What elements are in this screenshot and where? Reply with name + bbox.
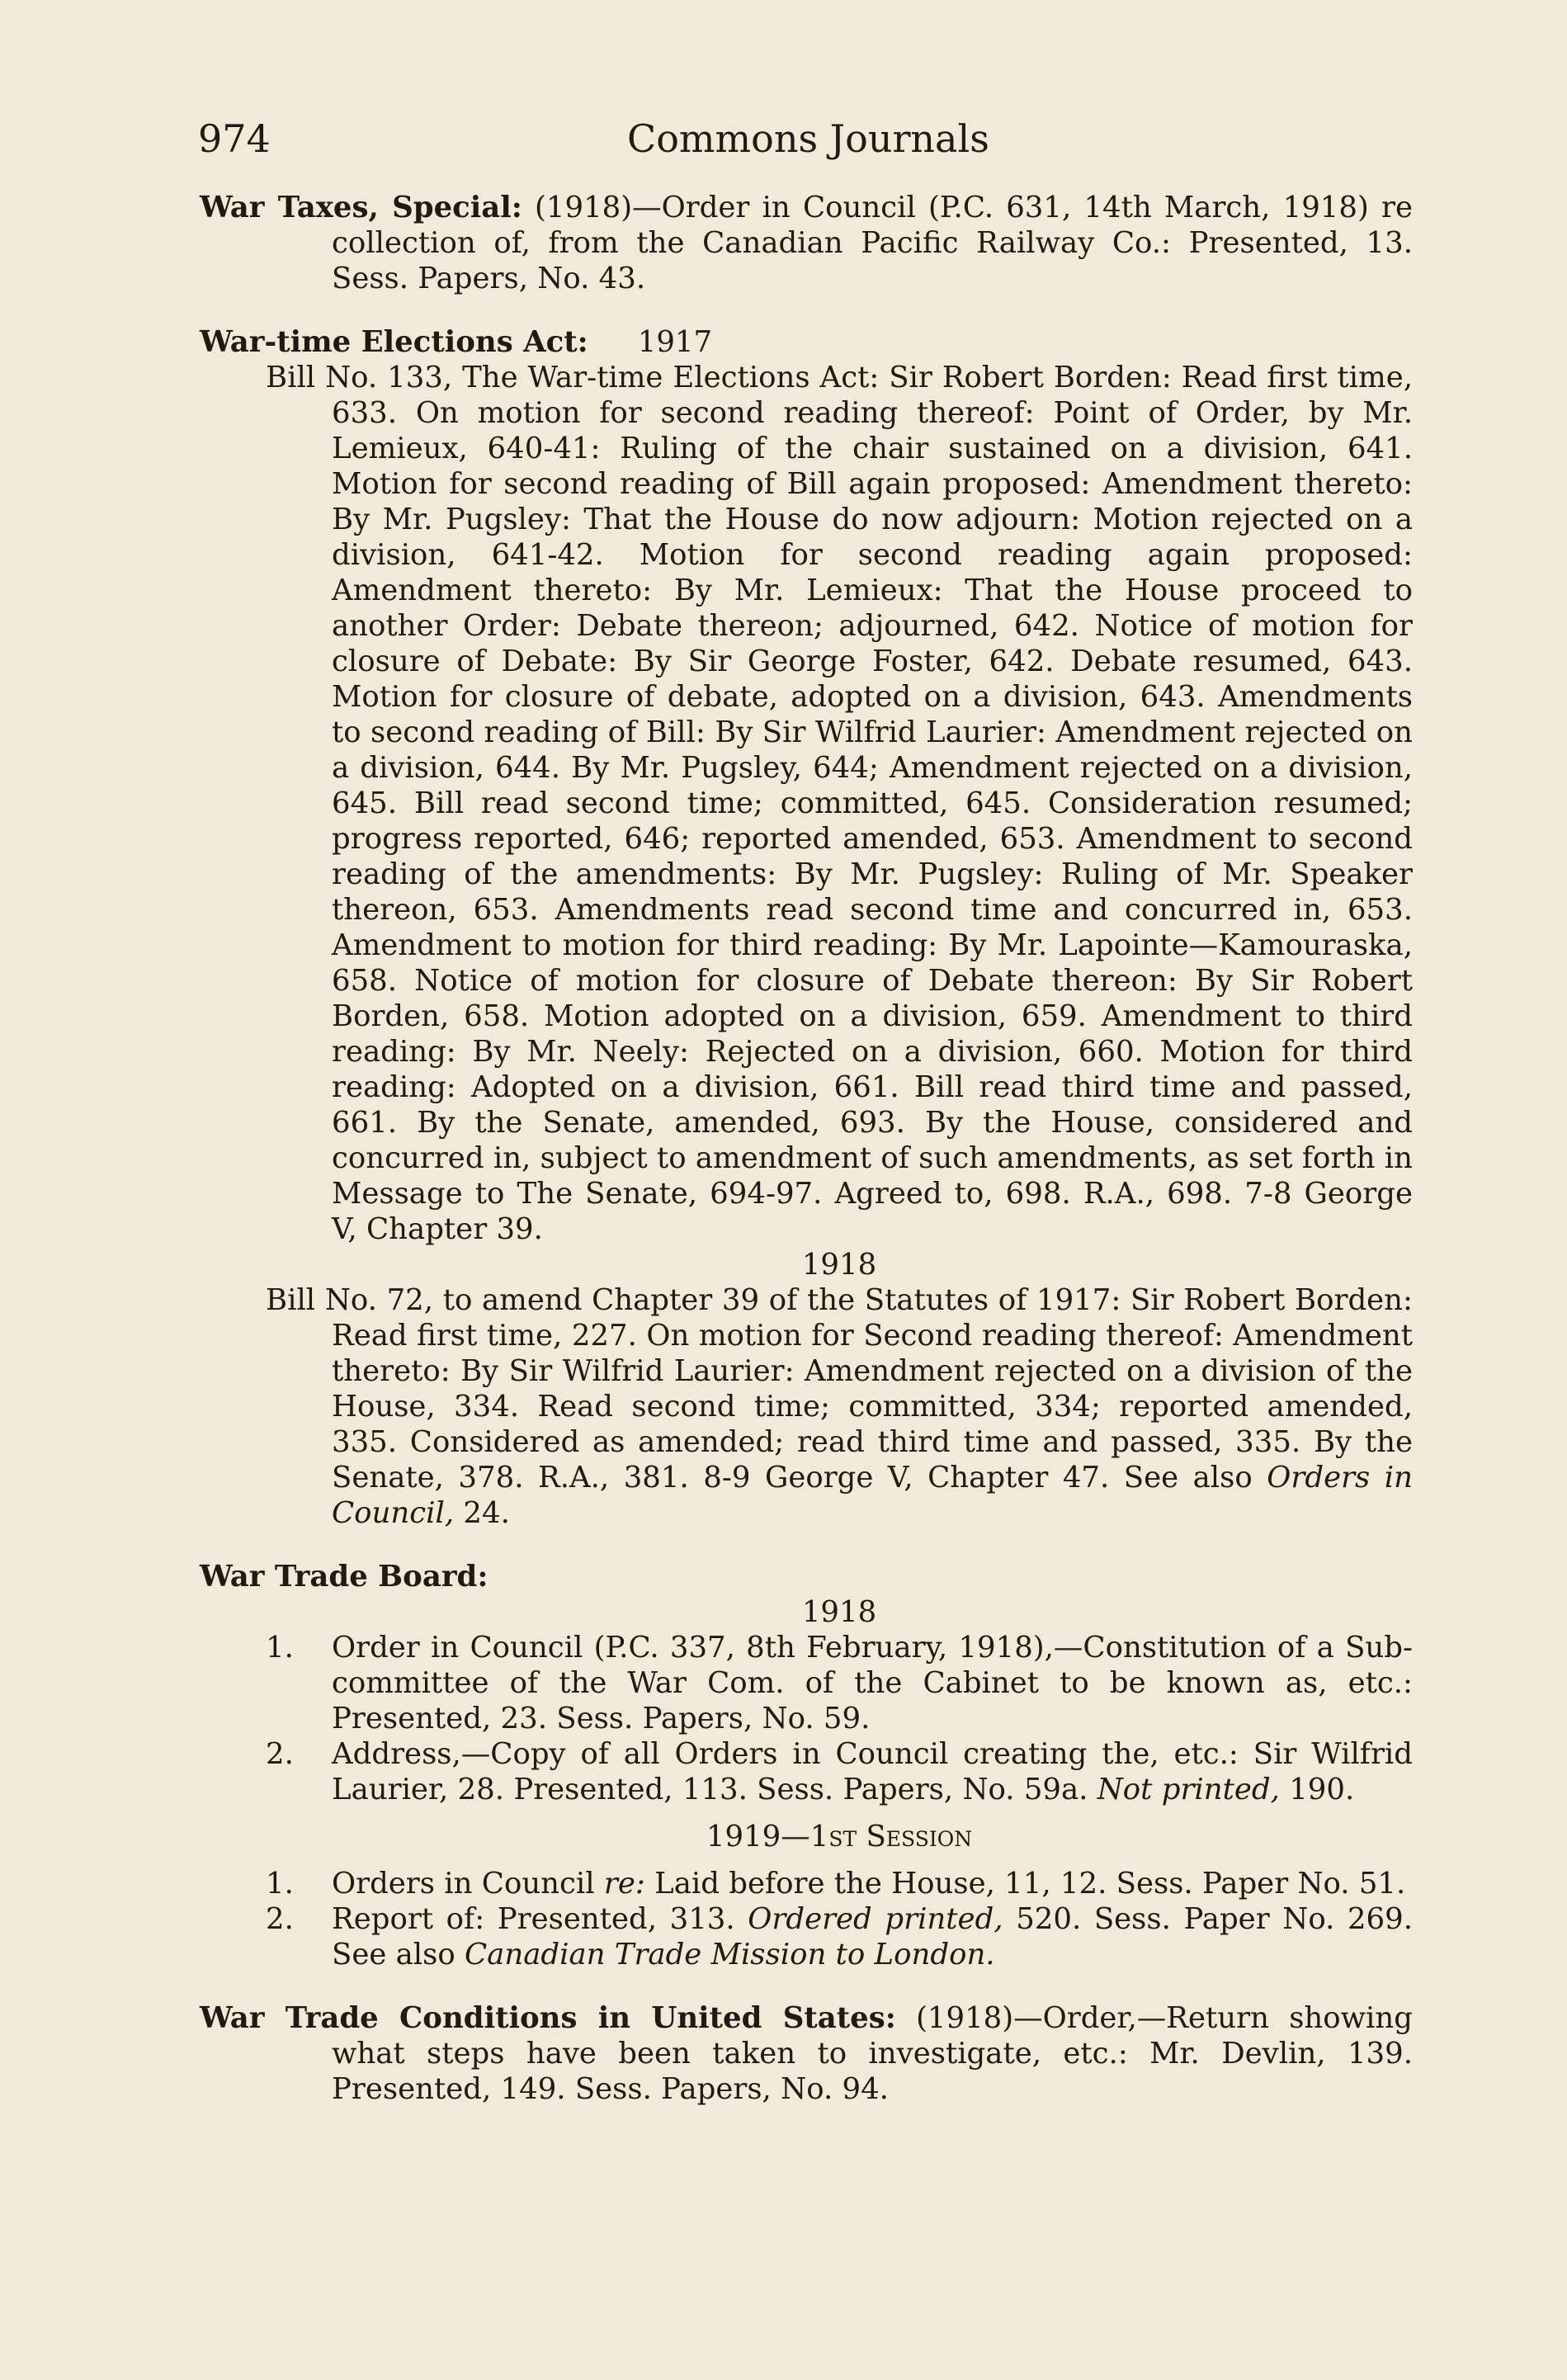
bill-entry: Bill No. 133, The War-time Elections Act: Sir Robert Borden: Read first time, 633. On motion for second reading thereof: Point of Order, by Mr. Lemieux, 640-41: Ruling of the chair sustained on a division, 641. Motion for second reading of Bill again proposed: Amendment thereto: By Mr. Pugsley: That the House do now adjourn: Motion rejected on a division, 641-42. Motion for second reading again proposed: Amendment thereto: By Mr. Lemieux: That the House proceed to another Order: Debate thereon; adjourned, 642. Notice of motion for closure of Debate: By Sir George Foster, 642. Debate resumed, 643. Motion for closure of debate, adopted on a division, 643. Amendments to second reading of Bill: By Sir Wilfrid Laurier: Amendment rejected on a division, 644. By Mr. Pugsley, 644; Amendment rejected on a division, 645. Bill read second time; committed, 645. Consideration resumed; progress reported, 646; reported amended, 653. Amendment to second reading of the amendments: By Mr. Pugsley: Ruling of Mr. Speaker thereon, 653. Amendments read second time and concurred in, 653. Amendment to motion for third reading: By Mr. Lapointe—Kamouraska, 658. Notice of motion for closure of Debate thereon: By Sir Robert Borden, 658. Motion adopted on a division, 659. Amendment to third reading: By Mr. Neely: Rejected on a division, 660. Motion for third reading: Adopted on a division, 661. Bill read third time and passed, 661. By the Senate, amended, 693. By the House, considered and concurred in, subject to amendment of such amendments, as set forth in Message to The Senate, 694-97. Agreed to, 698. R.A., 698. 7-8 George V, Chapter 39. bbox=[266, 361, 1413, 1246]
list-item bbox=[200, 1901, 1413, 1972]
page-header bbox=[198, 114, 1411, 163]
list-item bbox=[200, 1866, 1413, 1901]
entry-heading-line bbox=[200, 1559, 1413, 1594]
item-italic: re: bbox=[603, 1867, 645, 1901]
year-label: 1918 bbox=[801, 1248, 877, 1282]
index-body bbox=[200, 190, 1413, 2135]
entry-heading-line: War-time Elections Act: 1917 bbox=[200, 325, 713, 359]
item-number: 2. bbox=[266, 1902, 294, 1936]
running-title: Commons Journals bbox=[627, 116, 989, 161]
item-text: Orders in Council bbox=[332, 1867, 604, 1901]
item-number: 1. bbox=[266, 1631, 294, 1665]
session-name: st Session bbox=[828, 1820, 973, 1853]
entry-text: (1918)—Order,—Return showing what steps have been taken to investigate, etc.: Mr. Devlin, 139. Presented, 149. Sess. Papers, No. 94. bbox=[332, 2001, 1413, 2106]
item-text-end: 190. bbox=[1279, 1773, 1355, 1806]
item-italic: Ordered printed, bbox=[748, 1902, 1003, 1936]
bill-entry bbox=[200, 1282, 1413, 1531]
item-text: Order in Council (P.C. 337, 8th February, 1918),—Constitution of a Sub-committee of the War Com. of the Cabinet to be known as, etc.: Presented, 23. Sess. Papers, No. 59. bbox=[332, 1631, 1413, 1735]
entry-heading: War Taxes, Special: bbox=[200, 191, 522, 224]
item-text-mid: 520. Sess. Paper No. 269. See also bbox=[332, 1902, 1414, 1972]
session-year: 1919—1 bbox=[706, 1820, 829, 1853]
item-number: 2. bbox=[266, 1737, 294, 1771]
entry-text: (1918)—Order in Council (P.C. 631, 14th March, 1918) re collection of, from the Canadian Pacific Railway Co.: Presented, 13. Sess. Papers, No. 43. bbox=[332, 191, 1413, 295]
entry-war-trade-board bbox=[200, 1559, 1413, 1972]
item-text: Report of: Presented, 313. bbox=[332, 1902, 748, 1936]
bill-text-end: 24. bbox=[454, 1496, 510, 1530]
item-text: Address,—Copy of all Orders in Council creating the, etc.: Sir Wilfrid Laurier, 28. Presented, 113. Sess. Papers, No. 59a. bbox=[332, 1737, 1413, 1806]
list-item bbox=[200, 1630, 1413, 1736]
page-number: 974 bbox=[198, 116, 271, 161]
entry-war-trade-conditions bbox=[200, 2000, 1413, 2107]
item-text-end: Laid before the House, 11, 12. Sess. Paper No. 51. bbox=[644, 1867, 1406, 1901]
cross-reference: Orders in Council, bbox=[332, 1461, 1413, 1530]
entry-heading: War-time Elections Act: bbox=[200, 325, 588, 359]
entry-heading: War Trade Conditions in United States: bbox=[200, 2001, 896, 2035]
bill-text: Bill No. 72, to amend Chapter 39 of the Statutes of 1917: Sir Robert Borden: Read first time, 227. On motion for Second reading thereof: Amendment thereto: By Sir Wilfrid Laurier: Amendment rejected on a division of the House, 334. Read second time; committed, 334; reported amended, 335. Considered as amended; read third time and passed, 335. By the Senate, 378. R.A., 381. 8-9 George V, Chapter 47. See also bbox=[266, 1283, 1413, 1495]
entry-heading: War Trade Board: bbox=[200, 1560, 489, 1594]
session-label bbox=[200, 1819, 1413, 1854]
item-italic: Not printed, bbox=[1097, 1773, 1280, 1806]
year-label: 1918 bbox=[801, 1595, 877, 1629]
entry-wartime-elections bbox=[200, 324, 1413, 1531]
entry-war-taxes bbox=[200, 190, 1413, 296]
item-number: 1. bbox=[266, 1867, 294, 1901]
cross-reference: Canadian Trade Mission to London. bbox=[465, 1938, 995, 1972]
list-item bbox=[200, 1736, 1413, 1807]
